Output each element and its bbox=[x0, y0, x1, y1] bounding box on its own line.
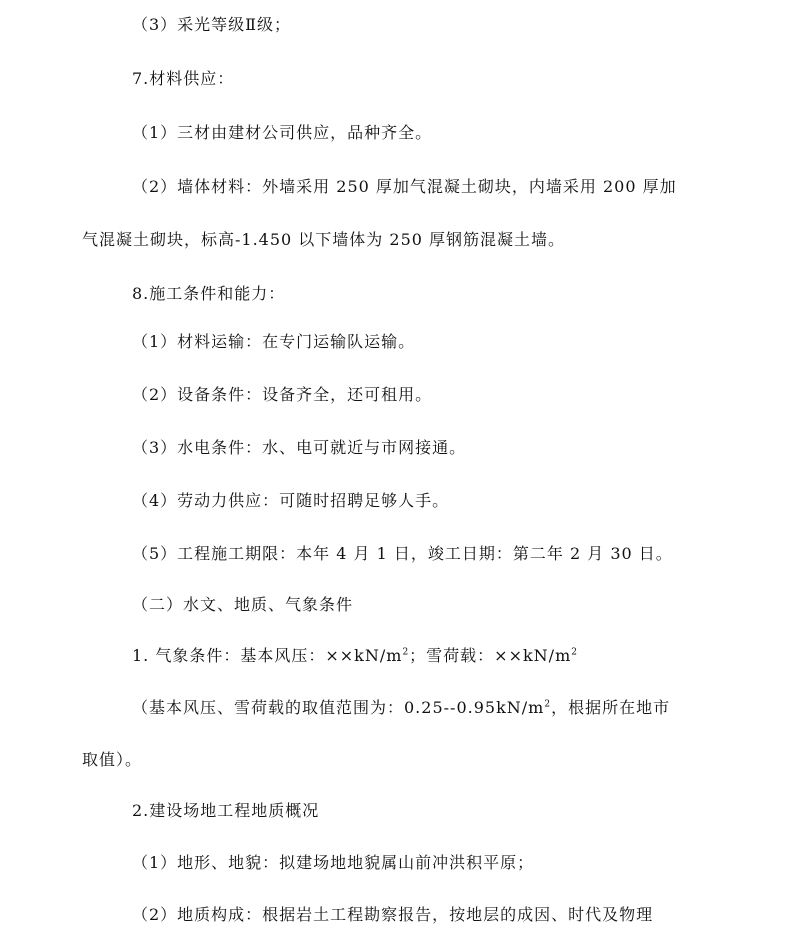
section-heading: 8.施工条件和能力： bbox=[132, 284, 286, 303]
text-line: （2）墙体材料：外墙采用 250 厚加气混凝土砌块，内墙采用 200 厚加 bbox=[132, 177, 677, 196]
superscript: 2 bbox=[544, 699, 552, 710]
text-line: （4）劳动力供应：可随时招聘足够人手。 bbox=[132, 491, 450, 510]
text-segment: （基本风压、雪荷载的取值范围为：0.25--0.95kN/m bbox=[132, 698, 545, 717]
text-line: （1）三材由建材公司供应，品种齐全。 bbox=[132, 123, 433, 142]
text-line: （2）地质构成：根据岩土工程勘察报告，按地层的成因、时代及物理 bbox=[132, 905, 654, 924]
superscript: 2 bbox=[402, 647, 410, 658]
text-segment: ；雪荷载：××kN/m bbox=[409, 646, 572, 665]
text-line: （1）地形、地貌：拟建场地地貌属山前冲洪积平原； bbox=[132, 853, 535, 872]
section-heading: 2.建设场地工程地质概况 bbox=[132, 801, 320, 820]
text-line: （1）材料运输：在专门运输队运输。 bbox=[132, 332, 416, 351]
text-line: （3）采光等级Ⅱ级； bbox=[132, 15, 292, 34]
text-line: 取值）。 bbox=[82, 750, 143, 769]
text-line: （5）工程施工期限：本年 4 月 1 日，竣工日期：第二年 2 月 30 日。 bbox=[132, 544, 673, 563]
superscript: 2 bbox=[571, 647, 578, 658]
section-heading: 7.材料供应： bbox=[132, 69, 235, 88]
text-line: （3）水电条件：水、电可就近与市网接通。 bbox=[132, 438, 467, 457]
text-line bbox=[132, 645, 578, 667]
text-line: 气混凝土砌块，标高-1.450 以下墙体为 250 厚钢筋混凝土墙。 bbox=[82, 230, 566, 249]
text-line: （2）设备条件：设备齐全，还可租用。 bbox=[132, 385, 433, 404]
text-line bbox=[132, 697, 670, 719]
text-segment: 1. 气象条件：基本风压：××kN/m bbox=[132, 646, 403, 665]
section-heading: （二）水文、地质、气象条件 bbox=[132, 595, 354, 614]
text-segment: ，根据所在地市 bbox=[551, 698, 671, 717]
